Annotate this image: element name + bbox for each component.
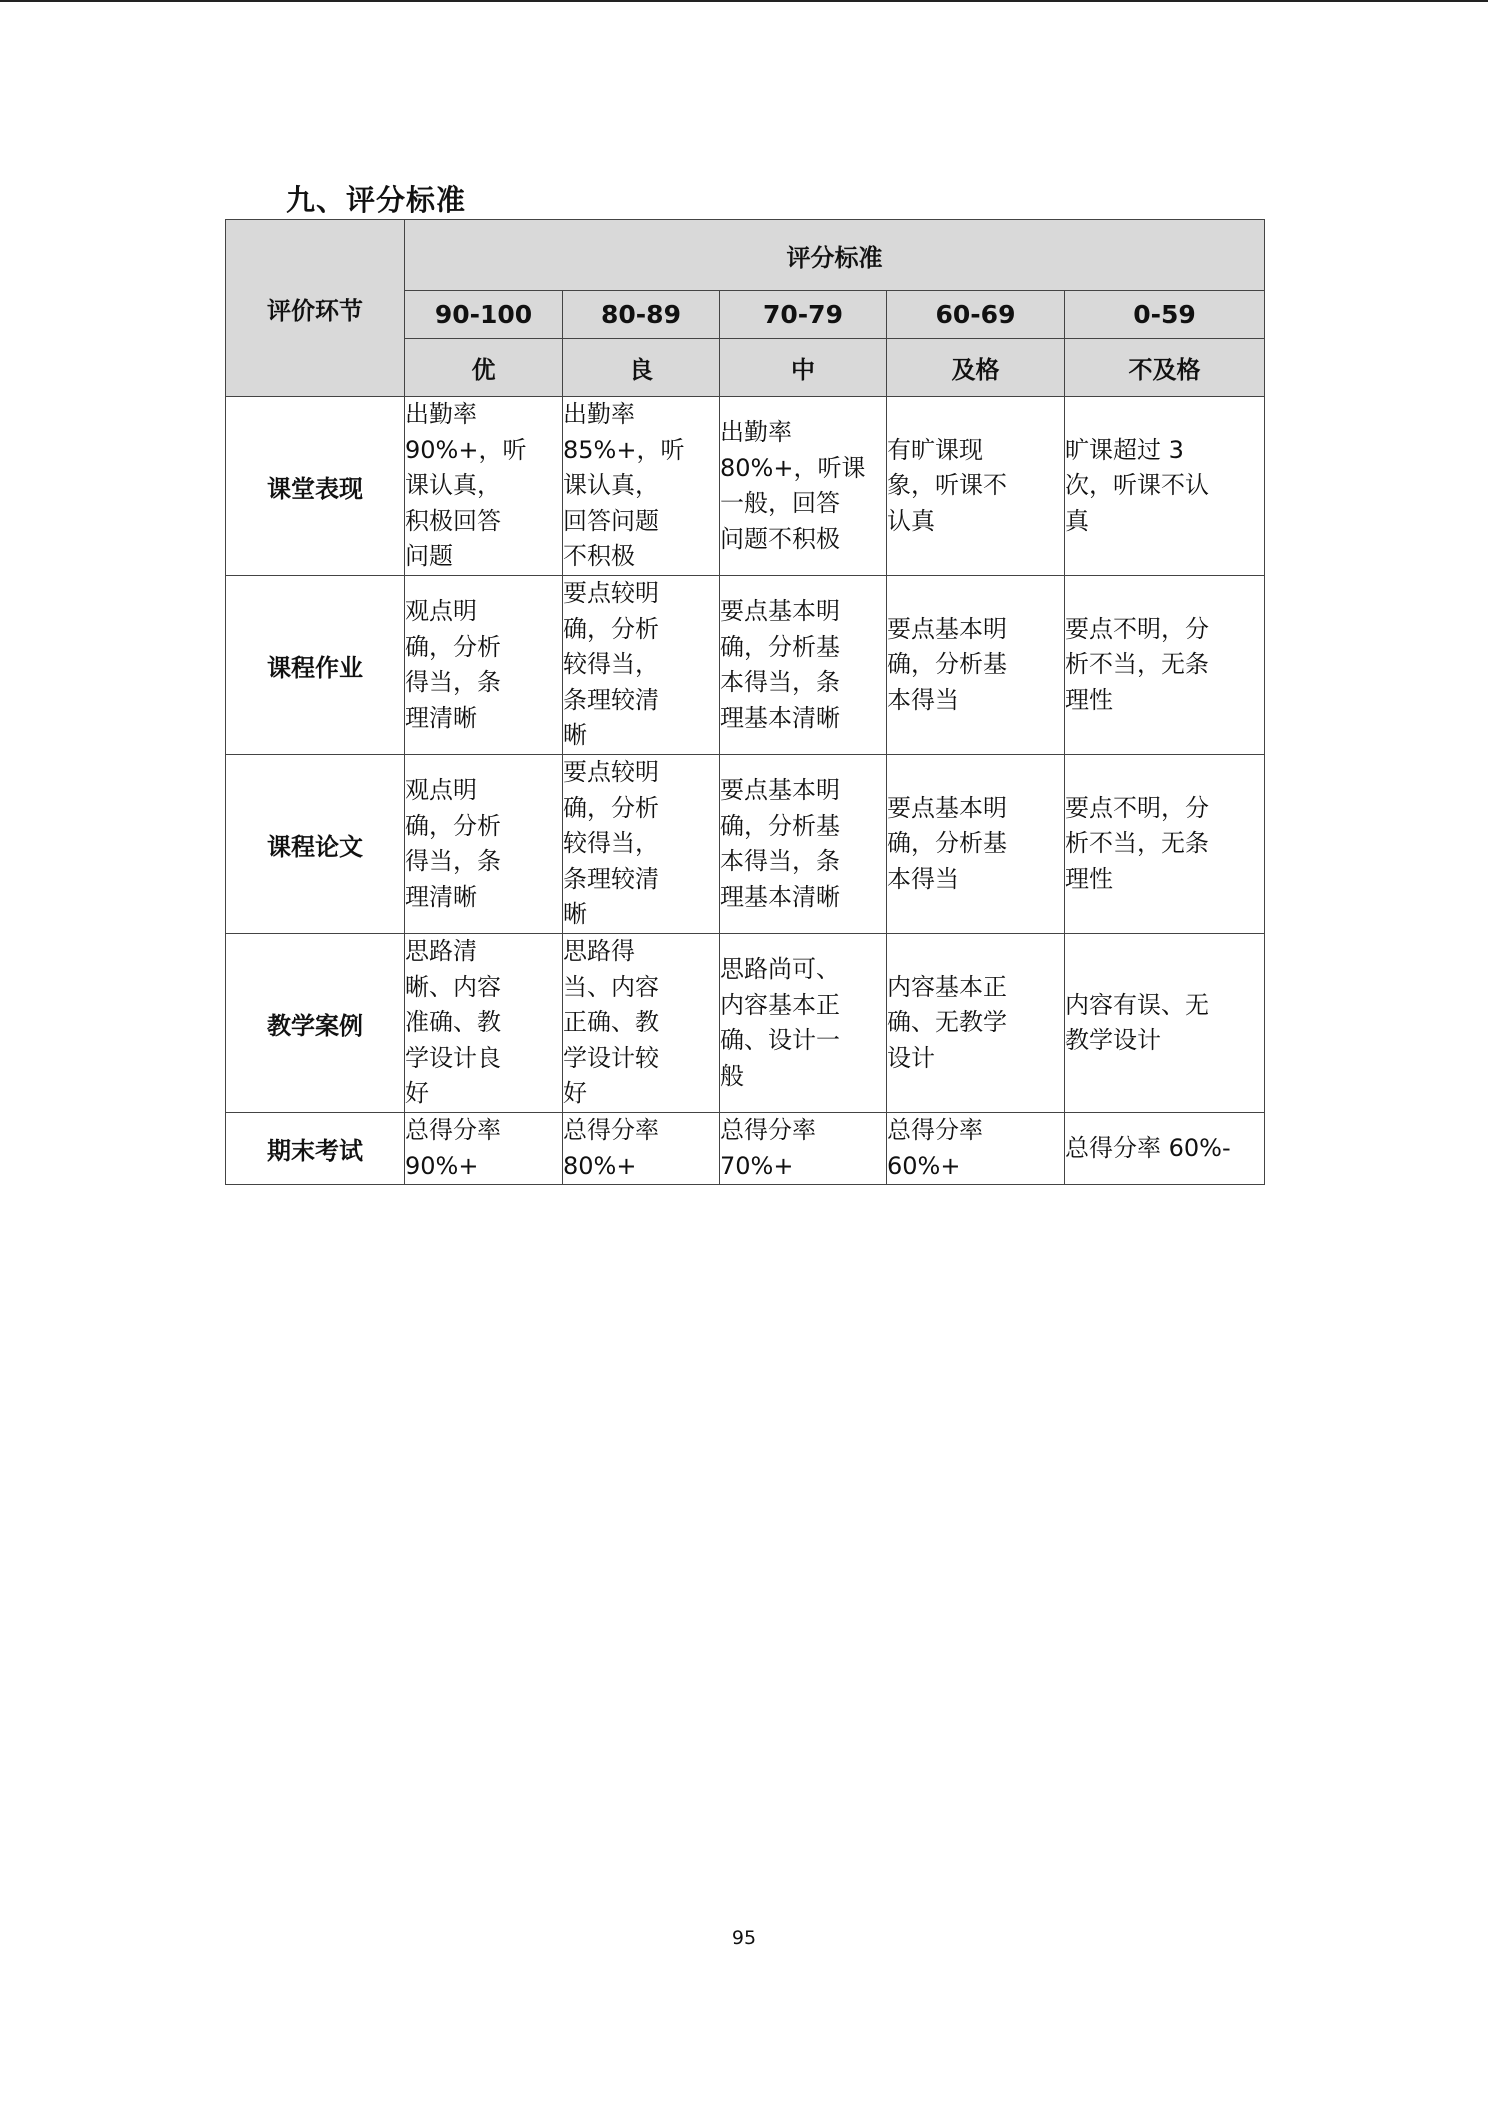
cell-line: 要点不明，分 [1065,793,1209,822]
cell-line: 80%+，听课 [720,453,866,482]
page-number: 95 [731,1927,757,1949]
criteria-cell [405,576,563,755]
criteria-cell [1065,397,1265,576]
criteria-header: 评价环节 [226,220,405,397]
cell-line: 般 [720,1061,744,1090]
cell-line: 80%+ [563,1151,637,1180]
cell-line: 理基本清晰 [720,882,840,911]
cell-line: 认真 [887,506,935,535]
grade-label: 优 [405,339,563,397]
cell-line: 得当，条 [405,668,501,696]
table-row [226,755,1265,934]
cell-line: 问题 [405,542,453,571]
grade-label: 良 [563,339,720,397]
cell-line: 要点较明 [563,758,659,787]
cell-line: 当、内容 [563,972,659,1001]
cell-line: 思路尚可、 [720,955,840,983]
criteria-cell [720,934,887,1113]
cell-line: 确，分析 [405,632,501,661]
criteria-cell [887,397,1065,576]
cell-line: 本得当 [887,685,959,714]
grade-label: 中 [720,339,887,397]
cell-line: 回答问题 [563,506,659,535]
cell-line: 得当，条 [405,847,501,875]
criteria-cell [405,755,563,934]
cell-line: 要点基本明 [720,776,840,804]
cell-line: 课认真， [405,471,501,500]
cell-line: 内容基本正 [720,990,840,1019]
cell-line: 晰 [563,721,587,750]
cell-line: 本得当，条 [720,847,840,875]
criteria-cell [405,1113,563,1185]
criteria-cell [720,576,887,755]
cell-line: 理清晰 [405,882,477,911]
cell-line: 确、无教学 [887,1008,1007,1037]
cell-line: 要点基本明 [887,793,1007,822]
criteria-cell [1065,755,1265,934]
cell-line: 理清晰 [405,703,477,732]
cell-line: 本得当 [887,864,959,893]
cell-line: 要点不明，分 [1065,614,1209,643]
score-band: 70-79 [720,291,887,339]
criteria-cell [563,934,720,1113]
cell-line: 总得分率 [887,1116,983,1144]
cell-line: 70%+ [720,1151,794,1180]
cell-line: 总得分率 [563,1116,659,1144]
grading-table [225,219,1265,1185]
cell-line: 较得当， [563,650,659,679]
cell-line: 观点明 [405,776,477,804]
cell-line: 确，分析 [563,793,659,822]
score-band: 60-69 [887,291,1065,339]
cell-line: 象，听课不 [887,471,1007,500]
cell-line: 析不当，无条 [1065,829,1209,858]
cell-line: 正确、教 [563,1008,659,1037]
cell-line: 90%+，听 [405,435,527,464]
cell-line: 条理较清 [563,864,659,893]
section-heading: 九、评分标准 [286,183,467,217]
criteria-cell [563,1113,720,1185]
cell-line: 85%+，听 [563,435,685,464]
criteria-cell [1065,1113,1265,1185]
cell-line: 内容基本正 [887,972,1007,1001]
cell-line: 要点基本明 [887,614,1007,643]
cell-line: 析不当，无条 [1065,650,1209,679]
cell-line: 确，分析基 [887,829,1007,858]
score-band: 90-100 [405,291,563,339]
cell-line: 理基本清晰 [720,703,840,732]
cell-line: 理性 [1065,685,1113,714]
row-label: 教学案例 [226,934,405,1113]
cell-line: 不积极 [563,542,635,571]
score-band: 80-89 [563,291,720,339]
grading-table-head [226,220,1265,397]
criteria-cell [887,1113,1065,1185]
cell-line: 总得分率 [720,1116,816,1144]
cell-line: 有旷课现 [887,435,983,464]
cell-line: 真 [1065,506,1089,535]
cell-line: 确，分析基 [887,650,1007,679]
page-top-border [0,0,1488,2]
criteria-cell [563,397,720,576]
cell-line: 出勤率 [563,400,635,429]
cell-line: 教学设计 [1065,1026,1161,1054]
score-band: 0-59 [1065,291,1265,339]
criteria-cell [1065,934,1265,1113]
cell-line: 要点基本明 [720,597,840,625]
cell-line: 旷课超过 3 [1065,435,1184,464]
row-label: 课程论文 [226,755,405,934]
row-label: 课堂表现 [226,397,405,576]
cell-line: 90%+ [405,1151,479,1180]
table-row [226,576,1265,755]
criteria-cell [887,576,1065,755]
cell-line: 确，分析基 [720,811,840,840]
cell-line: 要点较明 [563,579,659,608]
cell-line: 思路得 [563,937,635,966]
criteria-cell [563,755,720,934]
cell-line: 出勤率 [720,418,792,446]
cell-line: 积极回答 [405,506,501,535]
cell-line: 设计 [887,1043,935,1072]
criteria-cell [887,934,1065,1113]
row-label: 期末考试 [226,1113,405,1185]
cell-line: 好 [563,1079,587,1108]
cell-line: 学设计良 [405,1043,501,1072]
cell-line: 确，分析 [563,614,659,643]
cell-line: 条理较清 [563,685,659,714]
criteria-cell [720,1113,887,1185]
table-row [226,934,1265,1113]
cell-line: 理性 [1065,864,1113,893]
criteria-cell [720,755,887,934]
grading-table-body [226,397,1265,1185]
cell-line: 总得分率 [405,1116,501,1144]
cell-line: 学设计较 [563,1043,659,1072]
standard-header: 评分标准 [405,220,1265,291]
cell-line: 准确、教 [405,1008,501,1037]
cell-line: 课认真， [563,471,659,500]
cell-line: 观点明 [405,597,477,625]
cell-line: 总得分率 60%- [1065,1133,1231,1162]
cell-line: 晰、内容 [405,972,501,1001]
table-row [226,397,1265,576]
criteria-cell [720,397,887,576]
cell-line: 60%+ [887,1151,961,1180]
grade-label: 不及格 [1065,339,1265,397]
cell-line: 次，听课不认 [1065,471,1209,500]
criteria-cell [405,934,563,1113]
table-row [226,1113,1265,1185]
cell-line: 思路清 [405,937,477,966]
cell-line: 较得当， [563,829,659,858]
grade-label: 及格 [887,339,1065,397]
cell-line: 好 [405,1079,429,1108]
criteria-cell [1065,576,1265,755]
criteria-cell [405,397,563,576]
cell-line: 晰 [563,900,587,929]
cell-line: 出勤率 [405,400,477,429]
cell-line: 确，分析基 [720,632,840,661]
criteria-cell [887,755,1065,934]
cell-line: 一般，回答 [720,489,840,517]
cell-line: 确，分析 [405,811,501,840]
cell-line: 确、设计一 [720,1026,840,1054]
row-label: 课程作业 [226,576,405,755]
cell-line: 内容有误、无 [1065,990,1209,1019]
cell-line: 本得当，条 [720,668,840,696]
criteria-cell [563,576,720,755]
cell-line: 问题不积极 [720,524,840,553]
